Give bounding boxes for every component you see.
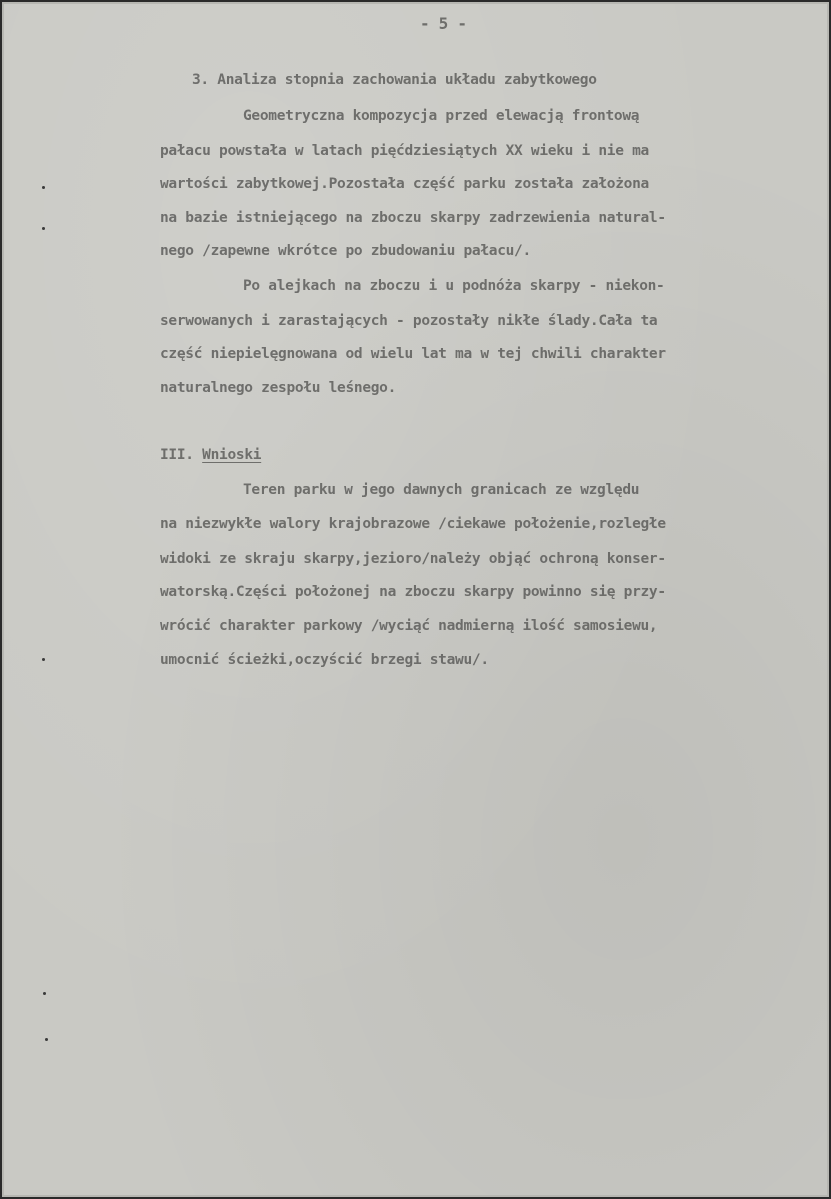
paragraph-line: widoki ze skraju skarpy,jezioro/należy objąć ochroną konser- (160, 551, 666, 567)
paragraph-line: część niepielęgnowana od wielu lat ma w tej chwili charakter (160, 346, 666, 362)
paragraph-line: Teren parku w jego dawnych granicach ze względu (243, 482, 640, 498)
section-iii-number: III. (160, 447, 194, 463)
page-number: - 5 - (420, 14, 467, 33)
paragraph-line: wartości zabytkowej.Pozostała część parku została założona (160, 176, 649, 192)
paragraph-line: umocnić ścieżki,oczyścić brzegi stawu/. (160, 652, 489, 668)
scan-speck (42, 227, 45, 230)
section-3-heading: 3. Analiza stopnia zachowania układu zabytkowego (192, 72, 597, 88)
paragraph-line: watorską.Części położonej na zboczu skarpy powinno się przy- (160, 584, 666, 600)
scan-speck (43, 992, 46, 995)
paragraph-line: Geometryczna kompozycja przed elewacją frontową (243, 108, 640, 124)
paragraph-line: wrócić charakter parkowy /wyciąć nadmierną ilość samosiewu, (160, 618, 658, 634)
section-iii-title: Wnioski (202, 447, 262, 463)
paragraph-line: Po alejkach na zboczu i u podnóża skarpy - niekon- (243, 278, 665, 294)
scan-speck (42, 658, 45, 661)
paragraph-line: serwowanych i zarastających - pozostały nikłe ślady.Cała ta (160, 313, 658, 329)
paragraph-line: pałacu powstała w latach pięćdziesiątych XX wieku i nie ma (160, 143, 649, 159)
paragraph-line: nego /zapewne wkrótce po zbudowaniu pałacu/. (160, 243, 531, 259)
paragraph-line: naturalnego zespołu leśnego. (160, 380, 397, 396)
scan-speck (42, 186, 45, 189)
scan-speck (45, 1038, 48, 1041)
paragraph-line: na bazie istniejącego na zboczu skarpy zadrzewienia natural- (160, 210, 666, 226)
paragraph-line: na niezwykłe walory krajobrazowe /ciekawe położenie,rozległe (160, 516, 666, 532)
section-iii-heading (160, 447, 261, 463)
